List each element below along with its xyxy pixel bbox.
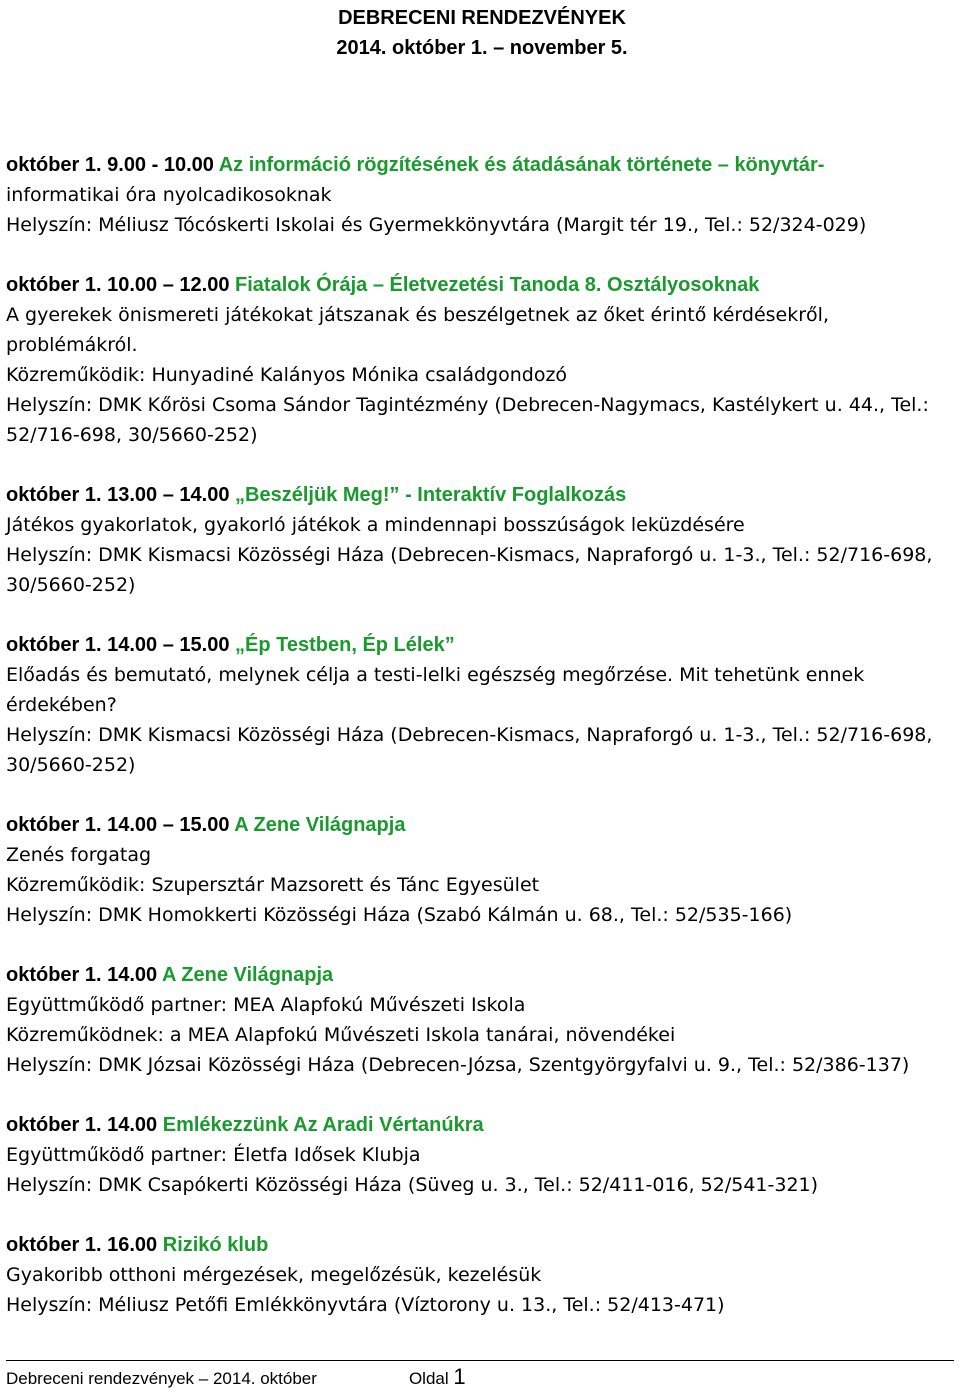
event-detail-line: 30/5660-252) <box>6 574 136 596</box>
event-heading <box>6 960 951 990</box>
event-heading <box>6 150 951 180</box>
event-item <box>6 810 951 930</box>
event-heading <box>6 1110 951 1140</box>
event-detail-line: Zenés forgatag <box>6 844 152 866</box>
event-item <box>6 630 951 780</box>
event-datetime: október 1. 9.00 - 10.00 <box>6 154 214 176</box>
event-detail-line: Helyszín: DMK Homokkerti Közösségi Háza (Szabó Kálmán u. 68., Tel.: 52/535-166) <box>6 904 793 926</box>
event-detail-line: Közreműködik: Szupersztár Mazsorett és Tánc Egyesület <box>6 874 540 896</box>
footer-divider <box>6 1360 954 1361</box>
event-title: A Zene Világnapja <box>229 814 406 836</box>
event-detail-line: A gyerekek önismereti játékokat játszanak és beszélgetnek az őket érintő kérdésekről, <box>6 304 829 326</box>
event-heading <box>6 810 951 840</box>
event-detail-line: Együttműködő partner: Életfa Idősek Klubja <box>6 1144 421 1166</box>
event-detail-line: Helyszín: DMK Csapókerti Közösségi Háza (Süveg u. 3., Tel.: 52/411-016, 52/541-321) <box>6 1174 819 1196</box>
event-title: „Ép Testben, Ép Lélek” <box>229 634 455 656</box>
event-detail-line: Együttműködő partner: MEA Alapfokú Művészeti Iskola <box>6 994 526 1016</box>
event-detail-line: problémákról. <box>6 334 138 356</box>
event-detail-line: Helyszín: DMK Kőrösi Csoma Sándor Tagintézmény (Debrecen-Nagymacs, Kastélykert u. 44., Tel.: <box>6 394 929 416</box>
footer-page-label: Oldal <box>408 1369 449 1388</box>
event-detail-line: érdekében? <box>6 694 117 716</box>
event-title: Az információ rögzítésének és átadásának története – könyvtár- <box>213 154 825 176</box>
event-item <box>6 480 951 600</box>
event-heading <box>6 270 951 300</box>
event-heading <box>6 480 951 510</box>
event-item <box>6 150 951 240</box>
page-footer <box>6 1365 466 1391</box>
event-item <box>6 1230 951 1320</box>
event-datetime: október 1. 14.00 – 15.00 <box>6 634 230 656</box>
event-datetime: október 1. 16.00 <box>6 1234 158 1256</box>
event-detail-line: Közreműködnek: a MEA Alapfokú Művészeti Iskola tanárai, növendékei <box>6 1024 676 1046</box>
document-header <box>0 3 960 63</box>
event-detail-line: Előadás és bemutató, melynek célja a testi-lelki egészség megőrzése. Mit tehetünk ennek <box>6 664 865 686</box>
event-detail-line: Helyszín: DMK Kismacsi Közösségi Háza (Debrecen-Kismacs, Napraforgó u. 1-3., Tel.: 52/716-698, <box>6 724 933 746</box>
event-detail-line: 30/5660-252) <box>6 754 136 776</box>
event-title: A Zene Világnapja <box>157 964 334 986</box>
event-title: Rizikó klub <box>157 1234 269 1256</box>
event-list <box>6 150 951 1350</box>
event-title: Fiatalok Órája – Életvezetési Tanoda 8. Osztályosoknak <box>229 274 760 296</box>
event-datetime: október 1. 14.00 – 15.00 <box>6 814 230 836</box>
event-title: Emlékezzünk Az Aradi Vértanúkra <box>157 1114 484 1136</box>
event-datetime: október 1. 10.00 – 12.00 <box>6 274 230 296</box>
event-datetime: október 1. 13.00 – 14.00 <box>6 484 230 506</box>
event-detail-line: Helyszín: DMK Kismacsi Közösségi Háza (Debrecen-Kismacs, Napraforgó u. 1-3., Tel.: 52/716-698, <box>6 544 933 566</box>
footer-text: Debreceni rendezvények – 2014. október <box>6 1369 317 1388</box>
footer-page-number: 1 <box>453 1364 466 1389</box>
event-detail-line: Közreműködik: Hunyadiné Kalányos Mónika családgondozó <box>6 364 568 386</box>
event-item <box>6 960 951 1080</box>
event-detail-line: Gyakoribb otthoni mérgezések, megelőzésük, kezelésük <box>6 1264 542 1286</box>
event-item <box>6 270 951 450</box>
event-detail-line: 52/716-698, 30/5660-252) <box>6 424 258 446</box>
event-title: „Beszéljük Meg!” - Interaktív Foglalkozás <box>229 484 627 506</box>
event-heading <box>6 1230 951 1260</box>
document-title: DEBRECENI RENDEZVÉNYEK <box>338 7 626 29</box>
document-date-range: 2014. október 1. – november 5. <box>336 37 628 59</box>
event-item <box>6 1110 951 1200</box>
event-datetime: október 1. 14.00 <box>6 1114 158 1136</box>
event-heading <box>6 630 951 660</box>
event-datetime: október 1. 14.00 <box>6 964 158 986</box>
event-detail-line: Játékos gyakorlatok, gyakorló játékok a mindennapi bosszúságok leküzdésére <box>6 514 745 536</box>
event-detail-line: informatikai óra nyolcadikosoknak <box>6 184 332 206</box>
event-detail-line: Helyszín: Méliusz Tócóskerti Iskolai és Gyermekkönyvtára (Margit tér 19., Tel.: 52/324-029) <box>6 214 867 236</box>
event-detail-line: Helyszín: Méliusz Petőfi Emlékkönyvtára (Víztorony u. 13., Tel.: 52/413-471) <box>6 1294 725 1316</box>
event-detail-line: Helyszín: DMK Józsai Közösségi Háza (Debrecen-Józsa, Szentgyörgyfalvi u. 9., Tel.: 52/386-137) <box>6 1054 910 1076</box>
